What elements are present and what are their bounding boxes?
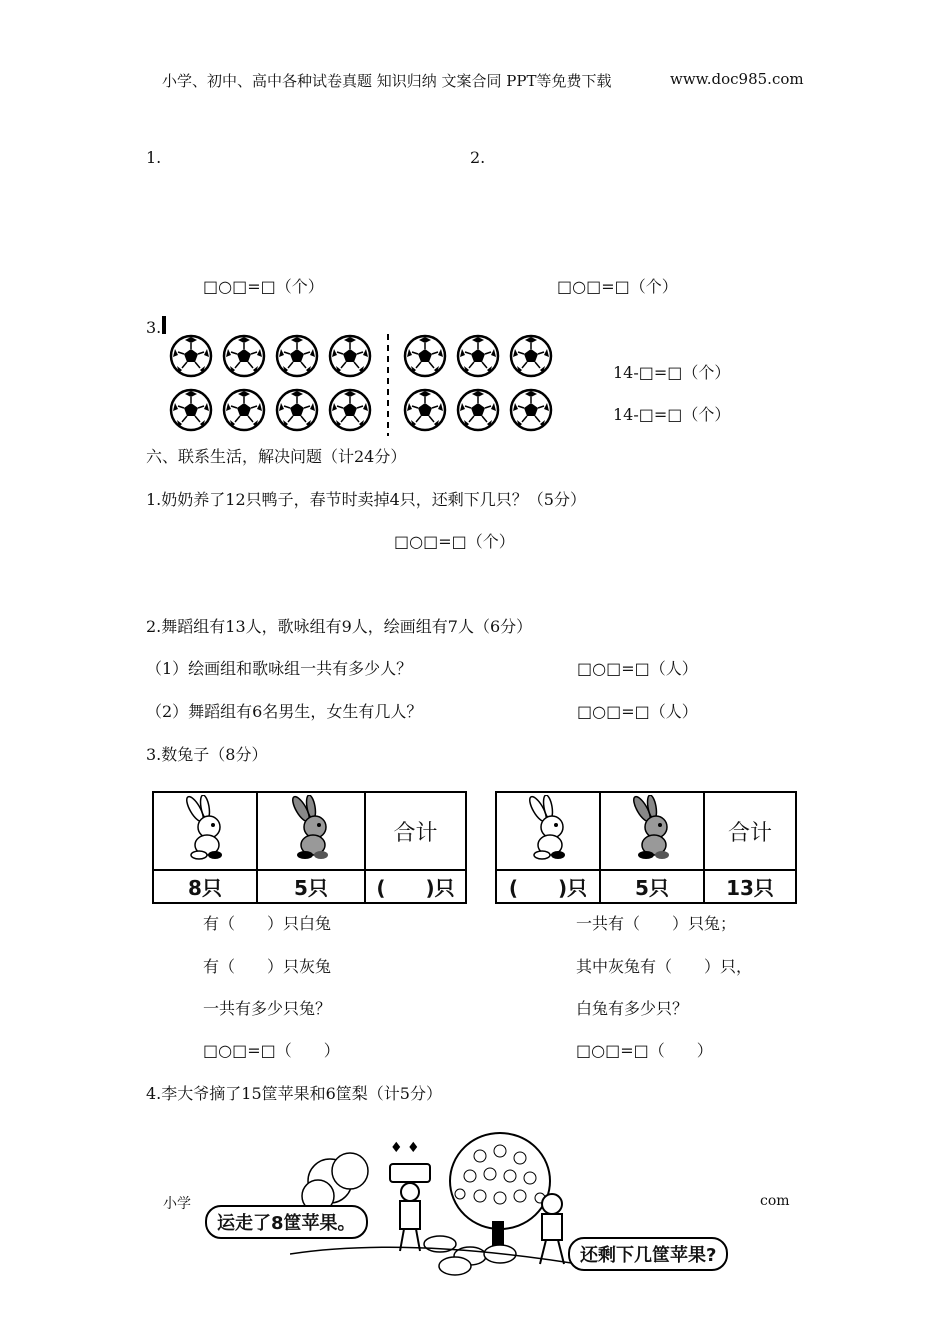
speech-bubble-1: 运走了8筐苹果。 <box>205 1205 368 1239</box>
soccer-ball-icon <box>330 336 370 376</box>
problem-3-text: 3.数兔子（8分） <box>146 745 268 764</box>
speech-bubble-2: 还剩下几筐苹果? <box>568 1237 728 1271</box>
soccer-ball-icon <box>511 390 551 430</box>
soccer-ball-icon <box>405 390 445 430</box>
total-label: 合计 <box>365 792 466 870</box>
soccer-ball-icon <box>405 336 445 376</box>
gray-count: 5只 <box>600 870 704 903</box>
gray-rabbit-icon <box>622 795 682 863</box>
white-rabbit-cell <box>496 792 600 870</box>
white-rabbit-icon <box>518 795 578 863</box>
soccer-ball-icon <box>330 390 370 430</box>
soccer-ball-icon <box>171 390 211 430</box>
problem-2-text: 2.舞蹈组有13人，歌咏组有9人，绘画组有7人（6分） <box>146 617 533 636</box>
left-line-3: 一共有多少只兔？ <box>203 999 332 1018</box>
right-line-2: 其中灰兔有（ ）只， <box>576 957 753 976</box>
total-count: 13只 <box>704 870 796 903</box>
right-line-3: 白兔有多少只？ <box>576 999 689 1018</box>
soccer-ball-icon <box>224 336 264 376</box>
item-2-equation: □○□=□（个） <box>557 277 678 296</box>
total-label: 合计 <box>704 792 796 870</box>
white-rabbit-icon <box>175 795 235 863</box>
white-count: 8只 <box>153 870 257 903</box>
soccer-ball-icon <box>224 390 264 430</box>
problem-1-equation: □○□=□（个） <box>394 532 515 551</box>
white-count: ( )只 <box>496 870 600 903</box>
problem-2-sub-2: （2）舞蹈组有6名男生，女生有几人？ <box>146 702 423 721</box>
soccer-ball-icon <box>277 390 317 430</box>
problem-2-equation-1: □○□=□（人） <box>577 659 698 678</box>
rabbit-table-right <box>495 791 797 904</box>
soccer-ball-icon <box>458 390 498 430</box>
left-line-1: 有（ ）只白兔 <box>203 914 332 933</box>
section-6-title: 六、联系生活，解决问题（计24分） <box>146 447 407 466</box>
gray-count: 5只 <box>257 870 365 903</box>
soccer-ball-icon <box>277 336 317 376</box>
item-1-number: 1. <box>146 148 162 167</box>
soccer-ball-icon <box>511 336 551 376</box>
item-2-number: 2. <box>470 148 486 167</box>
total-count: ( )只 <box>365 870 466 903</box>
problem-4-text: 4.李大爷摘了15筐苹果和6筐梨（计5分） <box>146 1084 442 1103</box>
right-line-1: 一共有（ ）只兔； <box>576 914 737 933</box>
rabbit-table-left <box>152 791 467 904</box>
item-3-equation-a: 14-□=□（个） <box>613 363 731 382</box>
problem-2-sub-1: （1）绘画组和歌咏组一共有多少人？ <box>146 659 413 678</box>
soccer-ball-icon <box>171 336 211 376</box>
item-3-equation-b: 14-□=□（个） <box>613 405 731 424</box>
soccer-ball-icon <box>458 336 498 376</box>
left-line-2: 有（ ）只灰兔 <box>203 957 332 976</box>
problem-2-equation-2: □○□=□（人） <box>577 702 698 721</box>
footer-left: 小学 <box>163 1196 191 1212</box>
gray-rabbit-icon <box>281 795 341 863</box>
footer-right: com <box>760 1193 790 1209</box>
item-3-number: 3. <box>146 318 162 337</box>
soccer-ball-group <box>165 328 565 440</box>
problem-1-text: 1.奶奶养了12只鸭子，春节时卖掉4只，还剩下几只？（5分） <box>146 490 586 509</box>
left-equation: □○□=□（ ） <box>203 1041 340 1060</box>
header-site: www.doc985.com <box>670 70 804 88</box>
right-equation: □○□=□（ ） <box>576 1041 713 1060</box>
item-1-equation: □○□=□（个） <box>203 277 324 296</box>
gray-rabbit-cell <box>600 792 704 870</box>
header-text: 小学、初中、高中各种试卷真题 知识归纳 文案合同 PPT等免费下载 <box>162 72 612 90</box>
svg-text:♦ ♦: ♦ ♦ <box>390 1140 420 1156</box>
white-rabbit-cell <box>153 792 257 870</box>
gray-rabbit-cell <box>257 792 365 870</box>
